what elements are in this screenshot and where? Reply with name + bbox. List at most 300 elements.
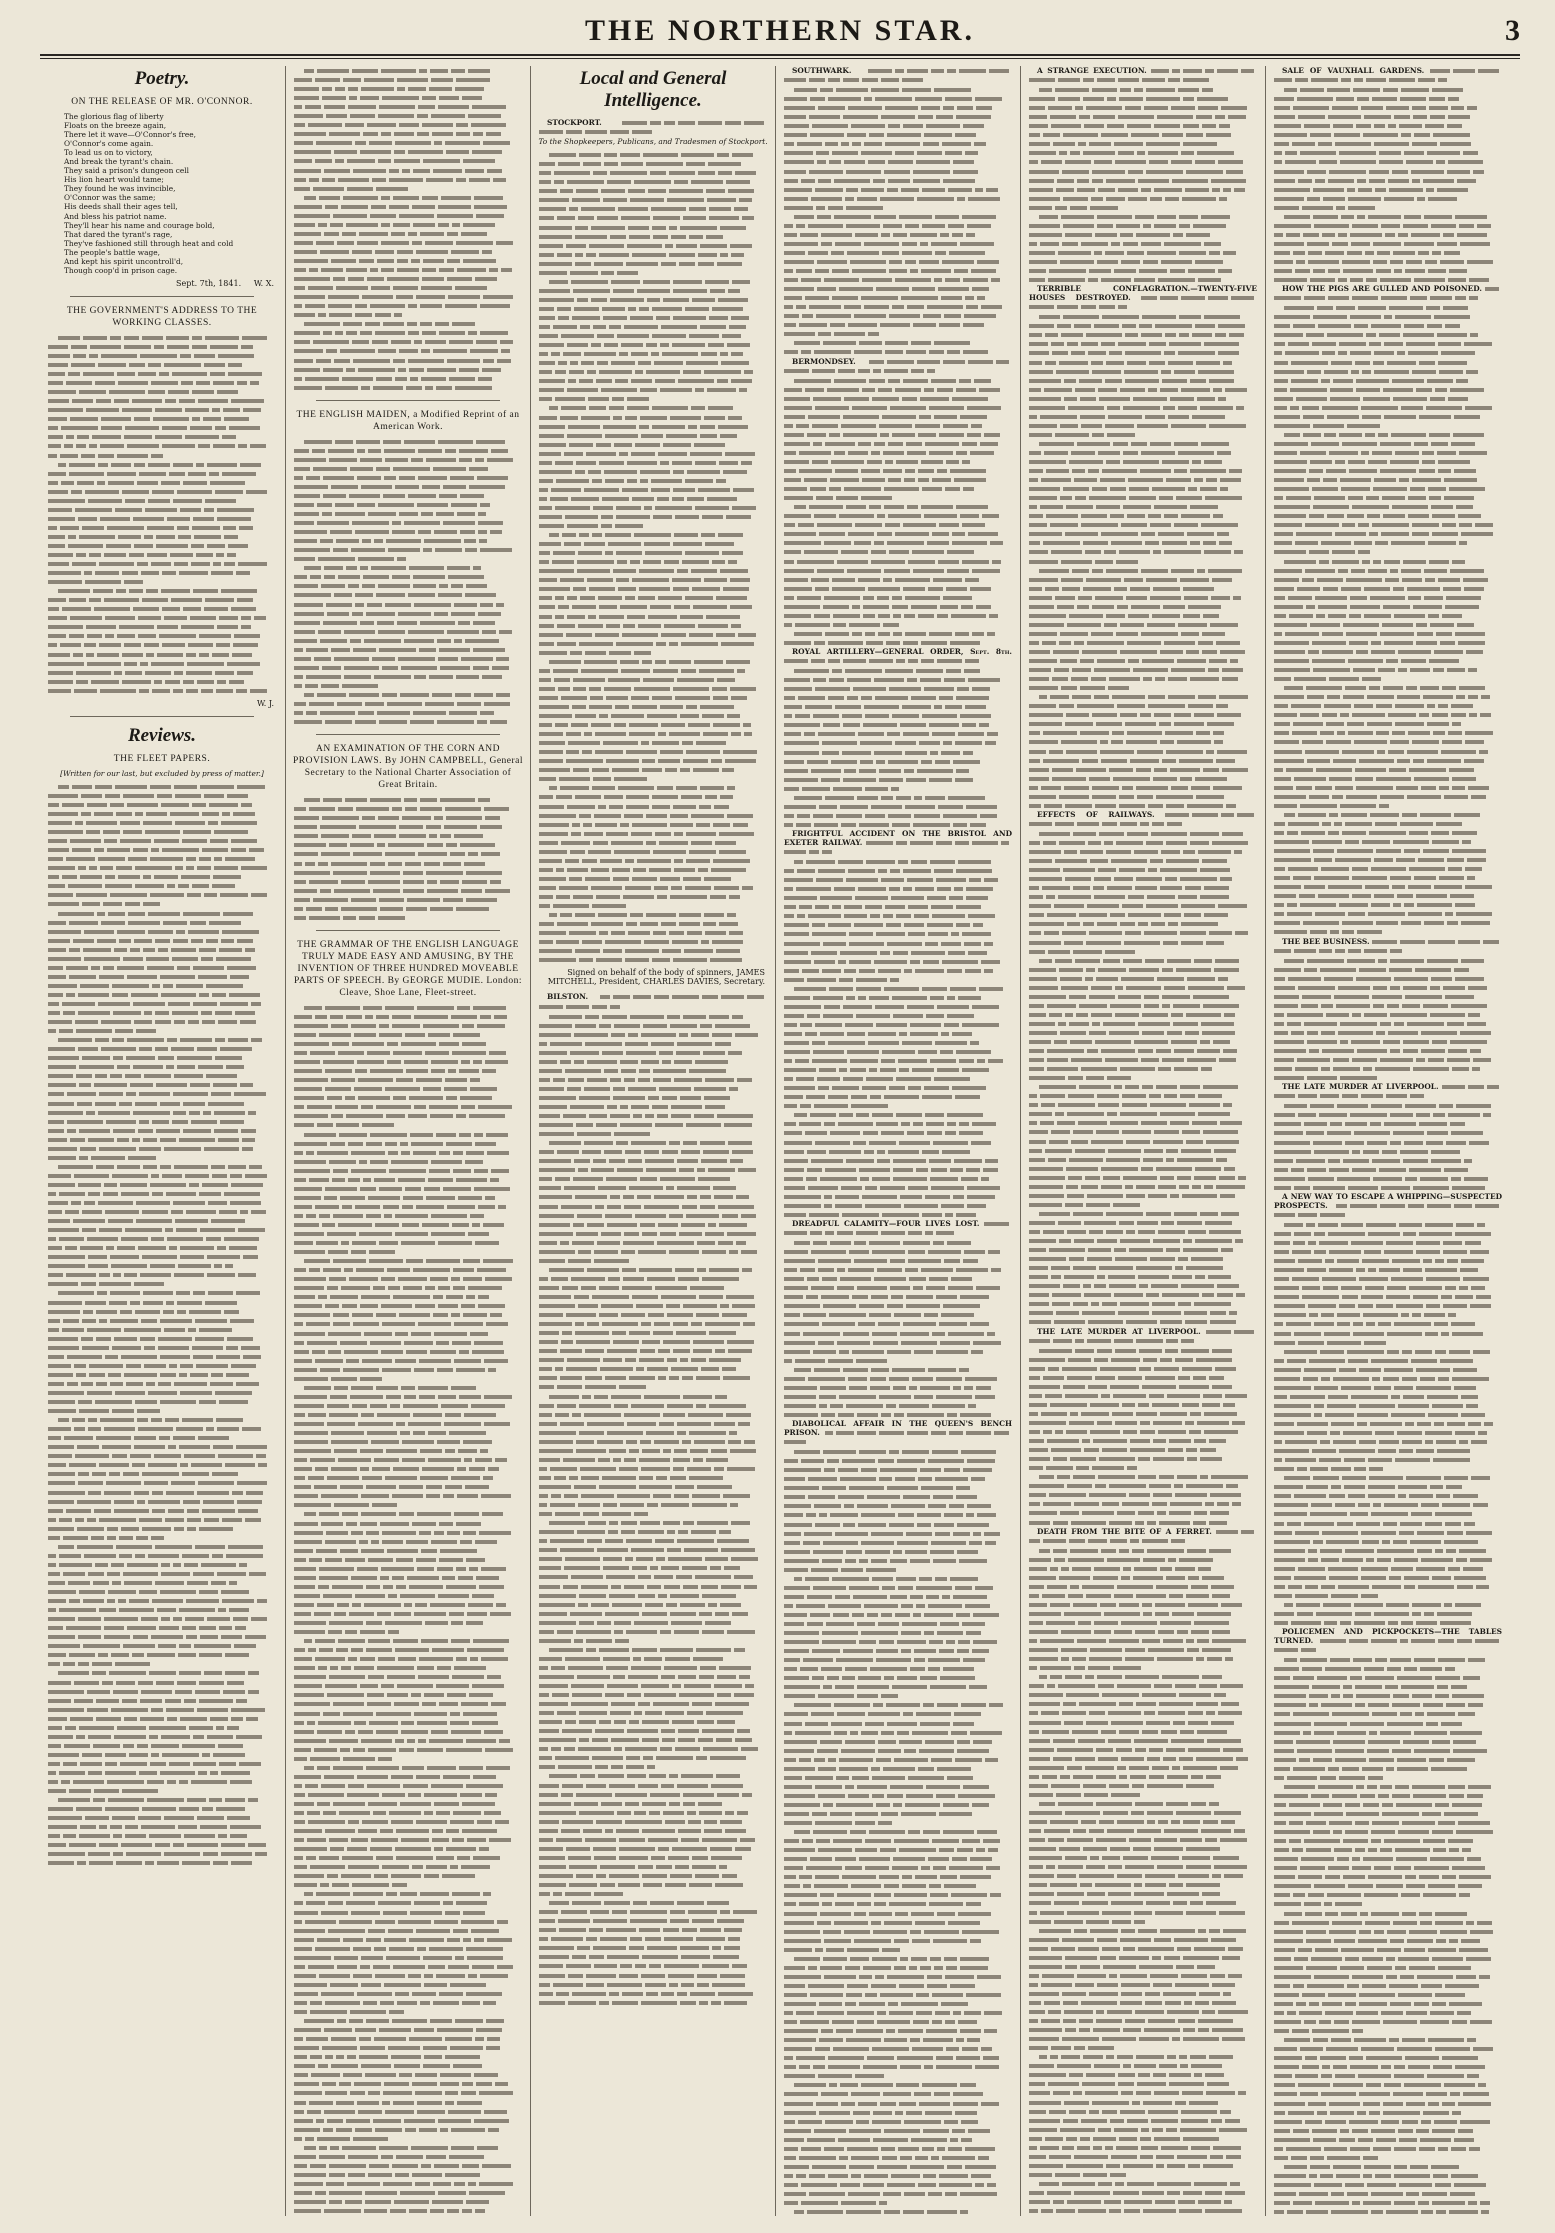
illegible-text	[88, 1418, 97, 1422]
illegible-text	[368, 2173, 392, 2177]
illegible-text	[321, 852, 350, 856]
illegible-text	[450, 1721, 469, 1725]
illegible-text	[48, 1002, 59, 1006]
illegible-text	[114, 948, 127, 952]
illegible-text	[700, 1928, 721, 1932]
illegible-text	[366, 2019, 389, 2023]
illegible-text	[96, 1337, 111, 1341]
illegible-text	[447, 1205, 475, 1209]
illegible-text	[408, 1793, 421, 1797]
illegible-text	[587, 578, 613, 582]
illegible-text	[539, 642, 554, 646]
illegible-text	[240, 1020, 256, 1024]
illegible-text	[142, 1210, 168, 1214]
illegible-text	[323, 494, 346, 498]
illegible-text	[328, 1901, 343, 1905]
illegible-text	[563, 1585, 578, 1589]
illegible-text	[465, 548, 477, 552]
illegible-text	[396, 1078, 413, 1082]
illegible-text	[122, 653, 143, 657]
illegible-text	[673, 805, 696, 809]
illegible-text	[811, 197, 842, 201]
illegible-text	[472, 1721, 498, 1725]
illegible-text	[207, 1255, 240, 1259]
illegible-text	[574, 1802, 598, 1806]
illegible-text	[539, 1069, 562, 1073]
illegible-text	[323, 798, 342, 802]
illegible-text	[637, 859, 671, 863]
illegible-text	[884, 170, 910, 174]
illegible-text	[48, 1843, 66, 1847]
illegible-text	[307, 1838, 326, 1842]
illegible-text	[48, 1717, 67, 1721]
illegible-text	[437, 2028, 473, 2032]
illegible-text	[431, 1784, 463, 1788]
illegible-text	[232, 1491, 243, 1495]
illegible-text	[642, 1232, 657, 1236]
illegible-text	[539, 823, 569, 827]
illegible-text	[144, 643, 159, 647]
illegible-text	[576, 1440, 594, 1444]
illegible-text	[110, 803, 124, 807]
illegible-text	[579, 1594, 606, 1598]
illegible-text	[175, 1219, 208, 1223]
illegible-text	[369, 141, 392, 145]
illegible-text	[643, 153, 678, 157]
illegible-text	[661, 922, 676, 926]
illegible-text	[864, 97, 872, 101]
illegible-text	[352, 1404, 367, 1408]
illegible-text	[124, 345, 151, 349]
illegible-text	[398, 612, 431, 616]
illegible-text	[681, 1983, 694, 1987]
illegible-text	[935, 215, 959, 219]
illegible-text	[352, 612, 363, 616]
illegible-text	[423, 1087, 441, 1091]
illegible-text	[922, 188, 945, 192]
illegible-text	[456, 1522, 481, 1526]
illegible-text	[926, 124, 960, 128]
illegible-text	[48, 1183, 75, 1187]
illegible-text	[48, 1436, 61, 1440]
illegible-text	[395, 1232, 428, 1236]
illegible-text	[329, 1413, 358, 1417]
illegible-text	[539, 1186, 561, 1190]
illegible-text	[48, 1472, 75, 1476]
illegible-text	[114, 1500, 134, 1504]
illegible-text	[632, 705, 657, 709]
illegible-text	[238, 1228, 265, 1232]
illegible-text	[653, 1078, 671, 1082]
illegible-text	[683, 1015, 706, 1019]
illegible-text	[744, 121, 764, 125]
section-title-reviews: Reviews.	[127, 724, 197, 746]
illegible-text	[572, 1992, 606, 1996]
illegible-text	[417, 1748, 443, 1752]
illegible-text	[294, 1748, 311, 1752]
illegible-text	[141, 1825, 175, 1829]
illegible-text	[549, 1774, 577, 1778]
illegible-text	[465, 1160, 483, 1164]
illegible-text	[151, 1744, 179, 1748]
illegible-text	[103, 902, 122, 906]
illegible-text	[294, 368, 320, 372]
illegible-text	[151, 1536, 164, 1540]
illegible-text	[367, 1693, 384, 1697]
illegible-text	[164, 1816, 194, 1820]
illegible-text	[881, 115, 915, 119]
illegible-text	[342, 377, 373, 381]
illegible-text	[304, 1386, 331, 1390]
illegible-text	[664, 1585, 680, 1589]
illegible-text	[414, 603, 451, 607]
illegible-text	[227, 1816, 250, 1820]
illegible-text	[48, 1681, 71, 1685]
illegible-text	[485, 1277, 512, 1281]
illegible-text	[539, 1955, 569, 1959]
illegible-text	[307, 2110, 321, 2114]
illegible-text	[152, 1192, 163, 1196]
illegible-text	[567, 388, 598, 392]
illegible-text	[137, 562, 148, 566]
illegible-text	[650, 121, 661, 125]
illegible-text	[402, 1766, 424, 1770]
illegible-text	[539, 949, 572, 953]
illegible-text	[598, 1774, 624, 1778]
illegible-text	[294, 1467, 312, 1471]
illegible-text	[586, 1639, 612, 1643]
illegible-text	[445, 141, 480, 145]
illegible-text	[596, 1874, 606, 1878]
illegible-text	[162, 643, 185, 647]
illegible-text	[539, 1838, 553, 1842]
illegible-text	[48, 1400, 75, 1404]
illegible-text	[362, 1123, 394, 1127]
illegible-text	[294, 843, 326, 847]
illegible-text	[653, 850, 686, 854]
illegible-text	[294, 1721, 304, 1725]
illegible-text	[294, 2101, 306, 2105]
illegible-text	[139, 1047, 152, 1051]
illegible-text	[711, 1449, 727, 1453]
illegible-text	[346, 268, 367, 272]
illegible-text	[455, 1956, 464, 1960]
illegible-text	[110, 1319, 138, 1323]
illegible-text	[651, 479, 682, 483]
illegible-text	[718, 1241, 733, 1245]
illegible-text	[576, 189, 598, 193]
illegible-text	[685, 551, 719, 555]
illegible-text	[81, 1382, 93, 1386]
illegible-text	[127, 1626, 156, 1630]
illegible-text	[429, 834, 437, 838]
article-body	[46, 782, 278, 1868]
illegible-text	[539, 1449, 573, 1453]
illegible-text	[67, 1382, 78, 1386]
illegible-text	[294, 1829, 322, 1833]
illegible-text	[445, 1911, 460, 1915]
illegible-text	[319, 1512, 339, 1516]
poem-verse	[46, 112, 278, 275]
illegible-text	[474, 1133, 483, 1137]
illegible-text	[602, 1051, 623, 1055]
illegible-text	[99, 1228, 122, 1232]
illegible-text	[446, 1142, 472, 1146]
illegible-text	[319, 1214, 330, 1218]
illegible-text	[213, 1753, 245, 1757]
illegible-text	[464, 1458, 472, 1462]
illegible-text	[401, 1241, 435, 1245]
illegible-text	[388, 1929, 413, 1933]
illegible-text	[294, 539, 317, 543]
illegible-text	[133, 607, 159, 611]
illegible-text	[562, 1331, 572, 1335]
poem-signature: W. J.	[256, 698, 274, 708]
illegible-text	[409, 2037, 442, 2041]
illegible-text	[294, 1286, 324, 1290]
illegible-text	[625, 958, 649, 962]
illegible-text	[614, 723, 626, 727]
illegible-text	[317, 1938, 340, 1942]
illegible-text	[192, 1346, 223, 1350]
illegible-text	[156, 544, 188, 548]
article-signature: Signed on behalf of the body of spinners, JAMES MITCHELL, President, CHARLES DAVIES, Secretary.	[547, 968, 765, 987]
illegible-text	[638, 1575, 651, 1579]
illegible-text	[371, 1440, 399, 1444]
illegible-text	[294, 1096, 324, 1100]
illegible-text	[48, 1780, 58, 1784]
illegible-text	[343, 78, 361, 82]
illegible-text	[82, 902, 100, 906]
illegible-text	[566, 759, 603, 763]
illegible-text	[348, 1657, 357, 1661]
illegible-text	[721, 361, 749, 365]
illegible-text	[457, 268, 486, 272]
illegible-text	[389, 1947, 414, 1951]
illegible-text	[413, 1413, 442, 1417]
illegible-text	[539, 1594, 576, 1598]
illegible-text	[453, 1268, 474, 1272]
illegible-text	[463, 159, 495, 163]
illegible-text	[702, 714, 724, 718]
illegible-text	[421, 286, 452, 290]
illegible-text	[397, 87, 405, 91]
illegible-text	[417, 2110, 445, 2114]
illegible-text	[187, 1518, 201, 1522]
illegible-text	[342, 232, 356, 236]
illegible-text	[351, 1648, 363, 1652]
illegible-text	[343, 322, 362, 326]
illegible-text	[549, 913, 557, 917]
illegible-text	[221, 1635, 242, 1639]
illegible-text	[48, 435, 63, 439]
illegible-text	[375, 2128, 402, 2132]
illegible-text	[363, 575, 389, 579]
illegible-text	[888, 179, 910, 183]
illegible-text	[737, 1729, 750, 1733]
illegible-text	[350, 2091, 365, 2095]
illegible-text	[551, 352, 560, 356]
illegible-text	[460, 1096, 492, 1100]
illegible-text	[367, 1784, 400, 1788]
illegible-text	[77, 1527, 104, 1531]
illegible-text	[151, 1708, 163, 1712]
illegible-text	[623, 1277, 644, 1281]
illegible-text	[194, 535, 221, 539]
illegible-text	[449, 1431, 486, 1435]
illegible-text	[416, 1820, 447, 1824]
illegible-text	[67, 1355, 102, 1359]
illegible-text	[624, 1078, 635, 1082]
illegible-text	[451, 2146, 474, 2150]
illegible-text	[368, 449, 381, 453]
illegible-text	[607, 1223, 637, 1227]
illegible-text	[218, 1608, 226, 1612]
illegible-text	[664, 624, 695, 628]
illegible-text	[405, 2128, 416, 2132]
illegible-text	[329, 2173, 345, 2177]
illegible-text	[207, 1617, 230, 1621]
illegible-text	[665, 1820, 685, 1824]
illegible-text	[686, 859, 710, 863]
illegible-text	[179, 1780, 188, 1784]
illegible-text	[226, 1065, 244, 1069]
illegible-text	[98, 1002, 130, 1006]
illegible-text	[139, 689, 149, 693]
illegible-text	[142, 1472, 179, 1476]
article-body	[537, 1012, 769, 2007]
illegible-text	[696, 1756, 707, 1760]
illegible-text	[143, 1301, 163, 1305]
illegible-text	[404, 440, 435, 444]
illegible-text	[715, 1702, 749, 1706]
illegible-text	[317, 693, 346, 697]
illegible-text	[618, 786, 654, 790]
illegible-text	[192, 803, 206, 807]
illegible-text	[575, 1322, 584, 1326]
illegible-text	[625, 1802, 639, 1806]
illegible-text	[361, 1413, 374, 1417]
illegible-text	[118, 381, 148, 385]
illegible-text	[227, 1337, 253, 1341]
illegible-text	[732, 1150, 753, 1154]
illegible-text	[350, 467, 373, 471]
illegible-text	[162, 848, 199, 852]
illegible-text	[539, 1910, 558, 1914]
illegible-text	[683, 1802, 695, 1806]
illegible-text	[59, 1563, 92, 1567]
illegible-text	[352, 250, 372, 254]
illegible-text	[358, 1078, 393, 1082]
illegible-text	[96, 1382, 107, 1386]
illegible-text	[236, 571, 250, 575]
illegible-text	[689, 1476, 723, 1480]
illegible-text	[784, 160, 814, 164]
illegible-text	[434, 530, 457, 534]
illegible-text	[593, 1919, 627, 1923]
illegible-text	[591, 343, 601, 347]
illegible-text	[294, 1648, 305, 1652]
illegible-text	[539, 931, 566, 935]
illegible-text	[581, 416, 610, 420]
illegible-text	[593, 841, 608, 845]
illegible-text	[346, 331, 357, 335]
illegible-text	[657, 497, 669, 501]
illegible-text	[294, 2155, 316, 2159]
illegible-text	[657, 895, 667, 899]
illegible-text	[463, 223, 495, 227]
illegible-text	[539, 1177, 552, 1181]
illegible-text	[215, 426, 226, 430]
illegible-text	[395, 141, 431, 145]
illegible-text	[48, 1708, 84, 1712]
illegible-text	[852, 269, 886, 273]
illegible-text	[611, 1738, 639, 1742]
illegible-text	[539, 388, 564, 392]
illegible-text	[495, 1820, 509, 1824]
illegible-text	[305, 2137, 314, 2141]
illegible-text	[680, 226, 717, 230]
illegible-text	[189, 1726, 213, 1730]
illegible-text	[294, 1404, 324, 1408]
illegible-text	[294, 639, 317, 643]
illegible-text	[445, 449, 456, 453]
illegible-text	[151, 454, 163, 458]
illegible-text	[705, 542, 734, 546]
illegible-text	[902, 242, 917, 246]
illegible-text	[449, 2155, 484, 2159]
illegible-text	[199, 857, 211, 861]
illegible-text	[685, 596, 713, 600]
illegible-text	[63, 1011, 75, 1015]
illegible-text	[48, 1120, 64, 1124]
illegible-text	[660, 705, 683, 709]
illegible-text	[423, 1024, 459, 1028]
illegible-text	[499, 1739, 510, 1743]
illegible-text	[482, 2164, 511, 2168]
illegible-text	[632, 253, 666, 257]
illegible-text	[564, 1186, 595, 1190]
illegible-text	[335, 440, 353, 444]
illegible-text	[88, 499, 122, 503]
illegible-text	[474, 2073, 498, 2077]
illegible-text	[831, 251, 844, 255]
illegible-text	[79, 535, 115, 539]
illegible-text	[93, 1744, 120, 1748]
illegible-text	[832, 269, 849, 273]
illegible-text	[625, 416, 637, 420]
illegible-text	[60, 643, 81, 647]
illegible-text	[451, 1277, 460, 1281]
illegible-text	[161, 1735, 190, 1739]
illegible-text	[211, 1165, 225, 1169]
illegible-text	[617, 1811, 631, 1815]
illegible-text	[463, 1938, 471, 1942]
illegible-text	[138, 372, 156, 376]
illegible-text	[329, 2191, 362, 2195]
article-heading: THE ENGLISH MAIDEN, a Modified Reprint of an American Work.	[296, 409, 520, 432]
illegible-text	[675, 1747, 700, 1751]
illegible-text	[599, 2001, 609, 2005]
illegible-text	[784, 124, 809, 128]
illegible-text	[329, 458, 357, 462]
illegible-text	[59, 1029, 73, 1033]
illegible-text	[679, 1693, 714, 1697]
illegible-text	[177, 1310, 186, 1314]
illegible-text	[574, 1159, 590, 1163]
illegible-text	[640, 922, 658, 926]
illegible-text	[217, 680, 226, 684]
